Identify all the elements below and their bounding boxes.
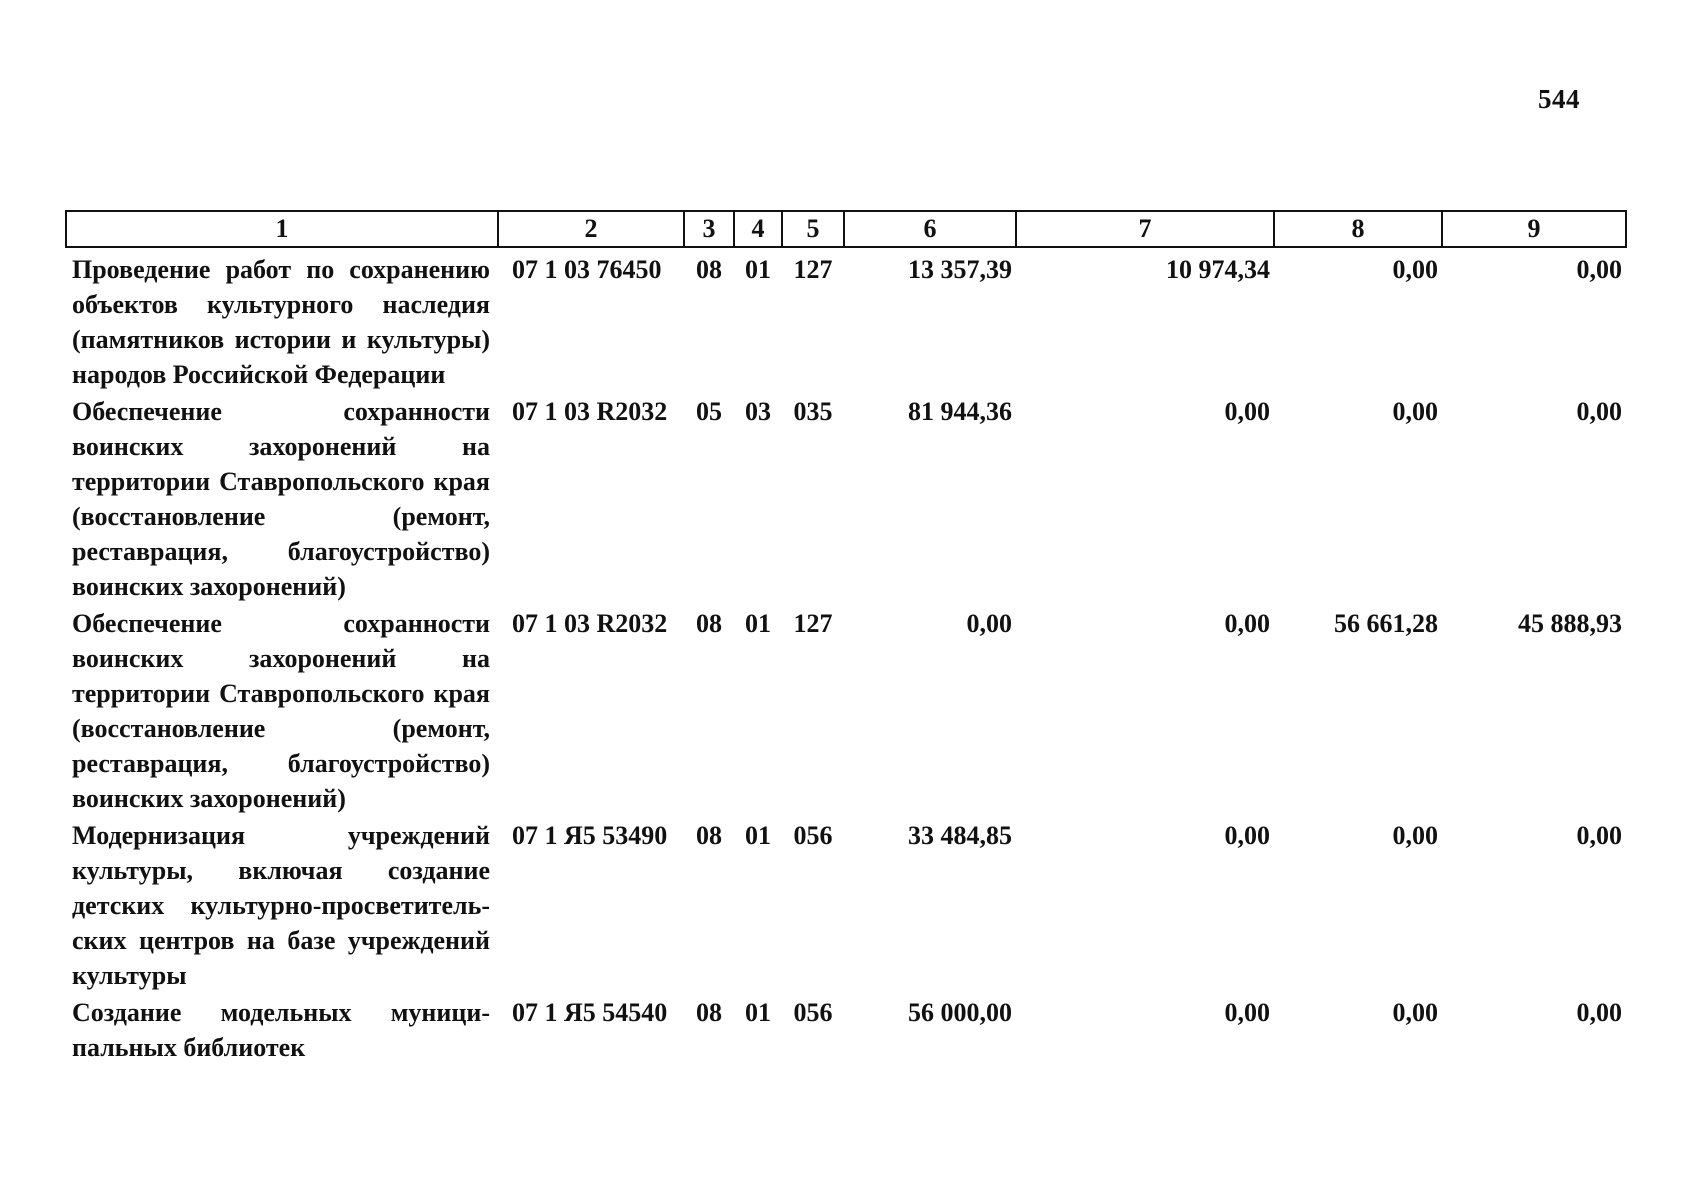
row-column-3: 08 <box>696 998 722 1027</box>
row-amount-8: 56 661,28 <box>1334 609 1438 638</box>
row-amount-8: 0,00 <box>1392 821 1438 850</box>
row-column-5: 056 <box>793 821 833 850</box>
row-column-3: 08 <box>696 609 722 638</box>
row-amount-6: 81 944,36 <box>908 397 1012 426</box>
table-row <box>66 604 1626 816</box>
page-number: 544 <box>1538 84 1580 114</box>
column-header-6: 6 <box>844 211 1016 247</box>
row-amount-9: 0,00 <box>1576 821 1622 850</box>
column-header-7: 7 <box>1016 211 1274 247</box>
row-column-5: 127 <box>793 609 833 638</box>
row-budget-code: 07 1 Я5 54540 <box>512 998 668 1027</box>
table-row <box>66 392 1626 604</box>
row-column-4: 01 <box>745 255 771 284</box>
row-amount-9: 0,00 <box>1576 255 1622 284</box>
row-amount-9: 0,00 <box>1576 397 1622 426</box>
row-column-4: 01 <box>745 609 771 638</box>
row-budget-code: 07 1 Я5 53490 <box>512 821 668 850</box>
row-column-4: 03 <box>745 397 771 426</box>
column-header-9: 9 <box>1442 211 1626 247</box>
row-column-5: 035 <box>793 397 833 426</box>
row-column-4: 01 <box>745 998 771 1027</box>
row-description: Модернизация учреждений культуры, включая создание детских культурно-просветитель-ских центров на базе учреждений культуры <box>72 821 490 990</box>
row-description: Создание модельных муници-пальных библиотек <box>72 998 490 1062</box>
column-header-4: 4 <box>734 211 782 247</box>
row-amount-6: 13 357,39 <box>908 255 1012 284</box>
row-description: Обеспечение сохранности воинских захоронений на территории Ставропольского края (восстановление (ремонт, реставрация, благоустройство) воинских захоронений) <box>72 397 490 601</box>
budget-table <box>65 210 1627 1065</box>
table-row <box>66 993 1626 1065</box>
row-amount-8: 0,00 <box>1392 998 1438 1027</box>
row-budget-code: 07 1 03 R2032 <box>512 609 668 638</box>
row-amount-6: 56 000,00 <box>908 998 1012 1027</box>
row-amount-8: 0,00 <box>1392 255 1438 284</box>
row-column-4: 01 <box>745 821 771 850</box>
row-column-5: 056 <box>793 998 833 1027</box>
column-number-header-row <box>66 211 1626 247</box>
row-amount-7: 0,00 <box>1224 397 1270 426</box>
row-amount-7: 0,00 <box>1224 998 1270 1027</box>
row-column-3: 05 <box>696 397 722 426</box>
row-amount-6: 33 484,85 <box>908 821 1012 850</box>
table-row <box>66 816 1626 993</box>
column-header-5: 5 <box>782 211 844 247</box>
row-description: Обеспечение сохранности воинских захоронений на территории Ставропольского края (восстановление (ремонт, реставрация, благоустройство) воинских захоронений) <box>72 609 490 813</box>
row-amount-9: 0,00 <box>1576 998 1622 1027</box>
row-amount-6: 0,00 <box>966 609 1012 638</box>
row-column-3: 08 <box>696 821 722 850</box>
column-header-2: 2 <box>498 211 684 247</box>
row-amount-7: 0,00 <box>1224 821 1270 850</box>
row-amount-9: 45 888,93 <box>1518 609 1622 638</box>
table-row <box>66 247 1626 392</box>
column-header-8: 8 <box>1274 211 1442 247</box>
row-column-3: 08 <box>696 255 722 284</box>
row-column-5: 127 <box>793 255 833 284</box>
row-amount-7: 10 974,34 <box>1166 255 1270 284</box>
row-amount-8: 0,00 <box>1392 397 1438 426</box>
column-header-1: 1 <box>66 211 498 247</box>
row-amount-7: 0,00 <box>1224 609 1270 638</box>
row-budget-code: 07 1 03 76450 <box>512 255 662 284</box>
row-budget-code: 07 1 03 R2032 <box>512 397 668 426</box>
row-description: Проведение работ по сохранению объектов культурного наследия (памятников истории и культуры) народов Российской Федерации <box>72 255 490 389</box>
column-header-3: 3 <box>684 211 734 247</box>
